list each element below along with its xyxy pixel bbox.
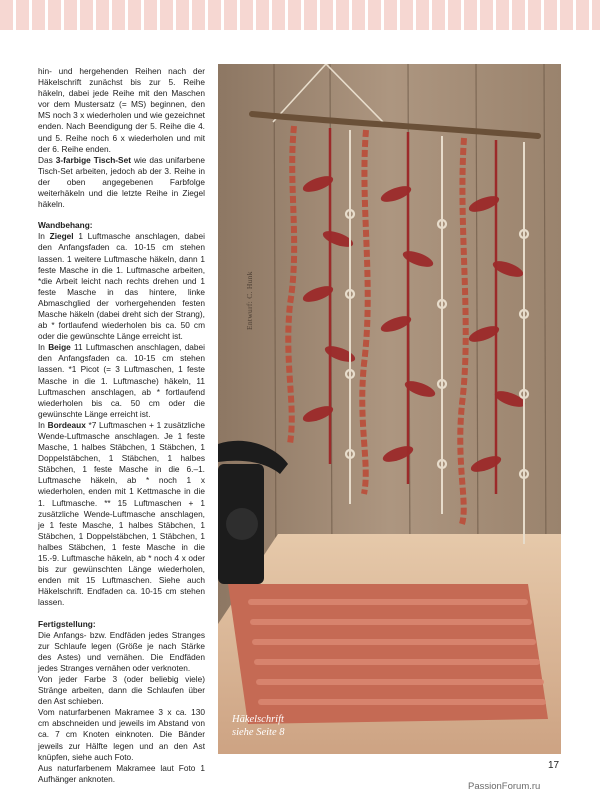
fertig-paragraph-1: Die Anfangs- bzw. Endfäden jedes Stranges zur Schlaufe legen (Größe je nach Stärke des Astes) und vernähen. Die Endfäden jedes Stranges vernähen oder verknoten.: [38, 629, 205, 673]
intro-paragraph: hin- und hergehenden Reihen nach der Häkelschrift zunächst bis zur 5. Reihe häkeln, dabei jede Reihe mit den Maschen vor dem Mustersatz (= MS) beginnen, den MS noch 3 x wiederholen und wie gezeichnet enden. Nach Beendigung der 5. Reihe die 4. und 5. Reihe noch 6 x wiederholen und mit der 6. Reihe enden.: [38, 66, 205, 154]
photo-credit: Entwurf: C. Hunk: [245, 271, 254, 330]
instructions-column: [38, 66, 205, 785]
photo-illustration: [218, 64, 561, 754]
caption-line-1: Häkelschrift: [232, 714, 284, 725]
fertig-paragraph-3: Vom naturfarbenen Makramee 3 x ca. 130 cm abschneiden und jeweils im Abstand von ca. 7 cm Knoten einknoten. Die Bänder jeweils zur Hälfte legen und an den Ast knüpfen, siehe auch Foto.: [38, 707, 205, 762]
caption-line-2: siehe Seite 8: [232, 727, 285, 738]
bordeaux-paragraph: In Bordeaux *7 Luftmaschen + 1 zusätzliche Wende-Luftmasche anschlagen. Je 1 feste Masche, 1 halbes Stäbchen, 1 Stäbchen, 1 Doppelstäbchen, 1 Stäbchen, 1 halbes Stäbchen, 1 feste Masche in die 6.–1. Luftmasche häkeln, ab * noch 1 x wiederholen, enden mit 1 Kettmasche in die 1. Luftmasche. ** 15 Luftmaschen + 1 zusätzliche Wende-Luftmasche anschlagen, je 1 feste Masche, 1 halbes Stäbchen, 1 Stäbchen, 1 Doppelstäbchen, 1 Stäbchen, 1 halbes Stäbchen, 1 feste Masche in die 15.-9. Luftmasche häkeln, ab * noch 4 x oder bis zur gewünschten Länge wiederholen, enden mit 15 Luftmaschen. Siehe auch Häkelschrift. Endfaden ca. 10-15 cm stehen lassen.: [38, 419, 205, 608]
fertigstellung-heading: Fertigstellung:: [38, 618, 96, 629]
beige-paragraph: In Beige 11 Luftmaschen anschlagen, dabei den Anfangsfaden ca. 10-15 cm stehen lassen. *1 Picot (= 3 Luftmaschen, 1 feste Masche in die 1. Luftmasche) häkeln, 11 Luftmaschen anschlagen, ab * fortlaufend wiederholen bis ca. 50 cm oder die gewünschte Länge erreicht ist.: [38, 342, 205, 419]
watermark: PassionForum.ru: [468, 781, 541, 792]
photo-caption: [232, 713, 284, 739]
tischset-paragraph: Das 3-farbige Tisch-Set wie das unifarbene Tisch-Set arbeiten, jedoch ab der 3. Reihe in der oben angegebenen Farbfolge weiterhäkeln und die letzte Reihe in Ziegel häkeln.: [38, 154, 205, 210]
wall-hanging-photo: [218, 64, 561, 754]
fertig-paragraph-2: Von jeder Farbe 3 (oder beliebig viele) Stränge arbeiten, dann die Schlaufen über den Ast schieben.: [38, 673, 205, 707]
wandbehang-heading: Wandbehang:: [38, 220, 93, 231]
page-number: 17: [548, 760, 560, 771]
header-stripe: [0, 0, 600, 30]
fertig-paragraph-4: Aus naturfarbenem Makramee laut Foto 1 Aufhänger anknoten.: [38, 762, 205, 784]
placemat: [228, 584, 548, 724]
ziegel-paragraph: In Ziegel 1 Luftmasche anschlagen, dabei den Anfangsfaden ca. 10-15 cm stehen lassen. 1 weitere Luftmasche häkeln, dann 1 feste Masche in die 1. Luftmasche arbeiten, *die Arbeit leicht nach rechts drehen und 1 feste Masche in das hintere, linke Abmaschglied der vorhergehenden festen Masche häkeln (dabei dreht sich der Strang), ab * fortlaufend wiederholen bis ca. 50 cm oder die gewünschte Länge erreicht ist.: [38, 231, 205, 342]
